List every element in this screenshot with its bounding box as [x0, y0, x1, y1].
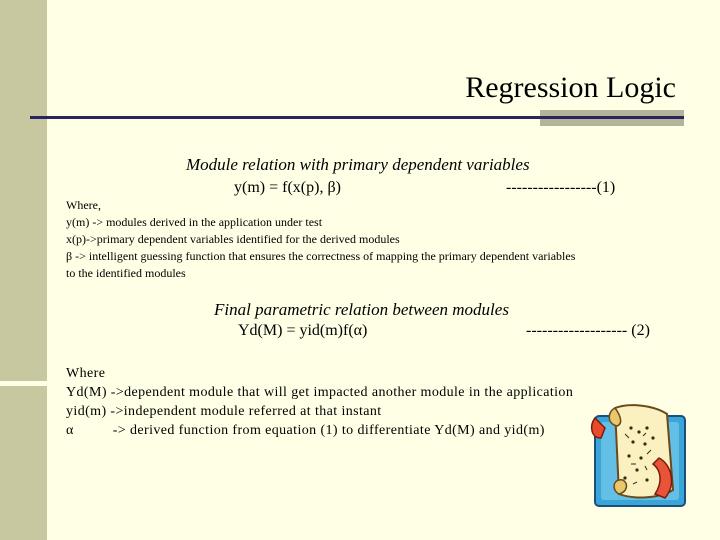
- left-decorative-band: [0, 0, 47, 540]
- scroll-clipart-icon: [585, 398, 691, 510]
- where1-line-2: y(m) -> modules derived in the application under test: [66, 215, 323, 229]
- equation1-tag: -----------------(1): [506, 179, 616, 196]
- where1-line-1: Where,: [66, 198, 101, 212]
- equation2-heading: Final parametric relation between modules: [214, 300, 509, 319]
- title-rule: [30, 116, 684, 119]
- where2-line-2: Yd(M) ->dependent module that will get impacted another module in the application: [66, 385, 574, 400]
- equation2-formula: Yd(M) = yid(m)f(α): [238, 322, 368, 339]
- equation1-heading: Module relation with primary dependent variables: [186, 155, 530, 174]
- where2-line-4: α -> derived function from equation (1) to differentiate Yd(M) and yid(m): [66, 423, 545, 438]
- where1-line-5: to the identified modules: [66, 266, 186, 280]
- band-notch: [0, 381, 47, 386]
- slide-title: Regression Logic: [465, 71, 676, 104]
- equation1-formula: y(m) = f(x(p), β): [234, 179, 341, 196]
- equation2-tag: ------------------- (2): [526, 322, 650, 339]
- where2-line-3: yid(m) ->independent module referred at that instant: [66, 404, 382, 419]
- where2-line-1: Where: [66, 366, 106, 381]
- where1-line-4: β -> intelligent guessing function that ensures the correctness of mapping the primary dependent variables: [66, 249, 576, 263]
- where1-line-3: x(p)->primary dependent variables identified for the derived modules: [66, 232, 400, 246]
